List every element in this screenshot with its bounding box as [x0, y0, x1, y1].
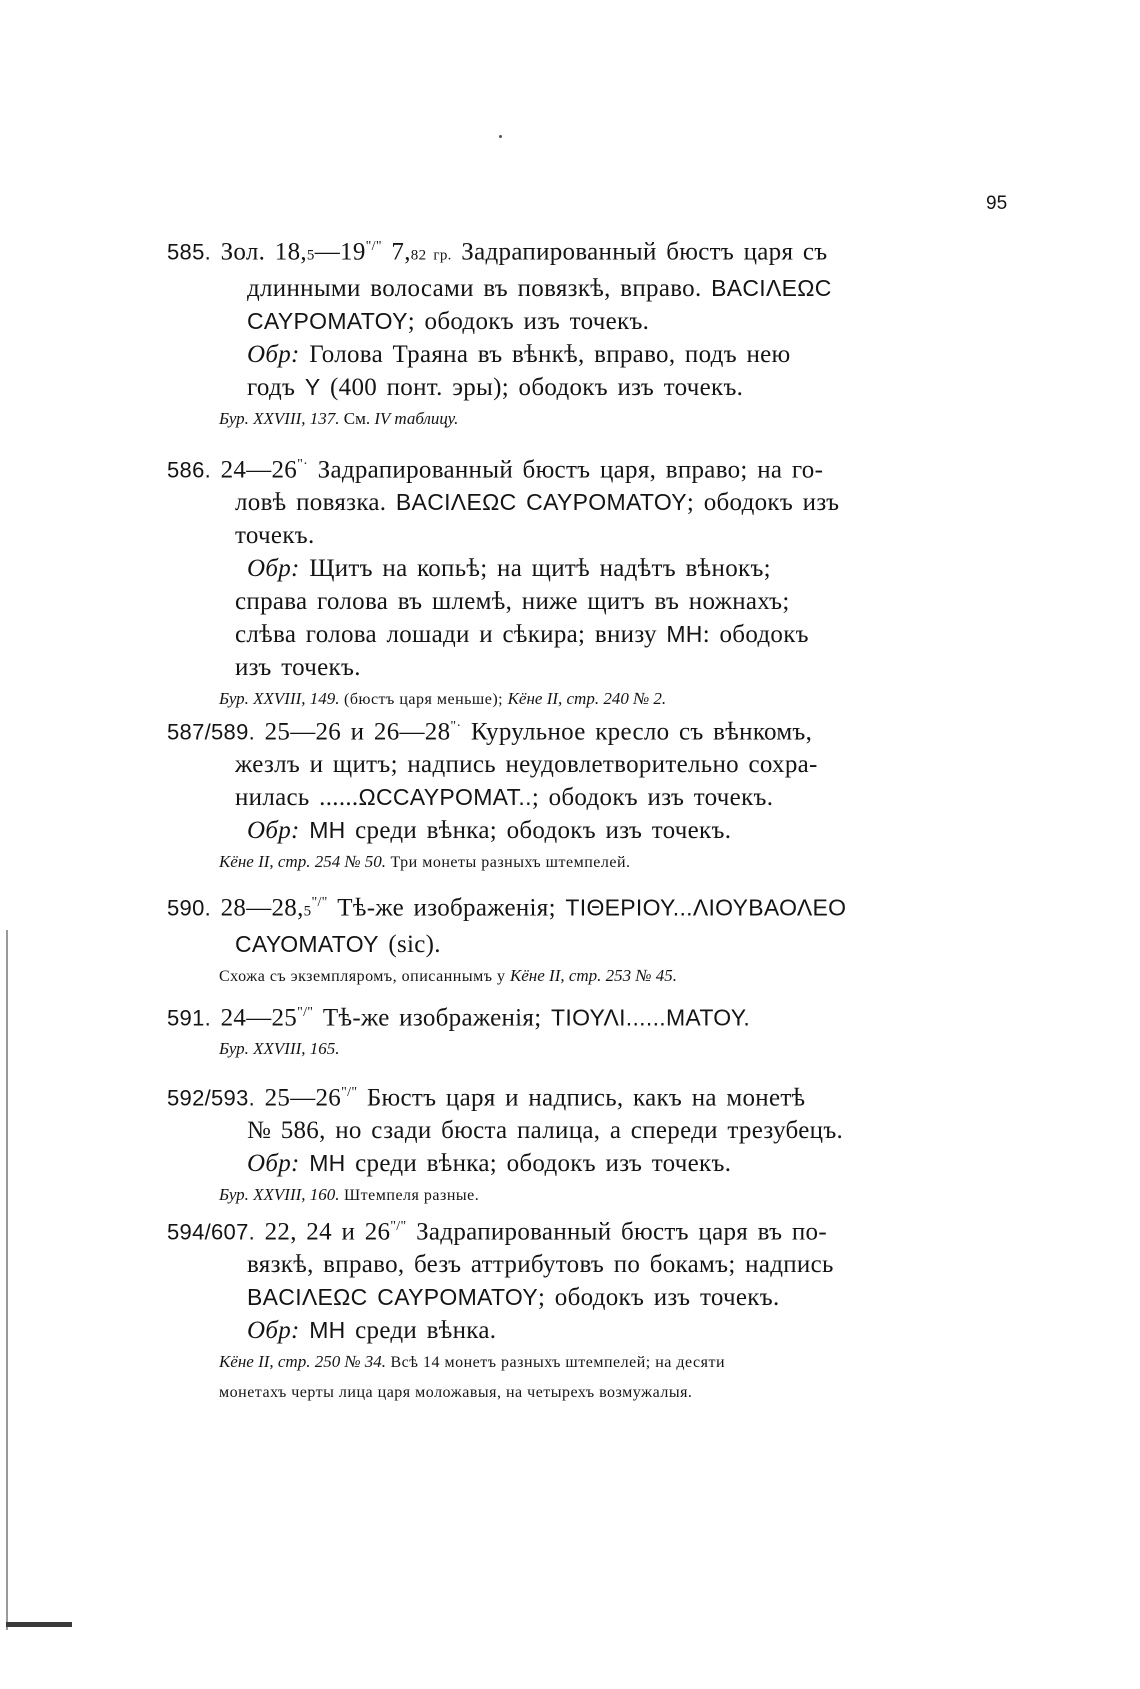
greek-legend: ΒΑCΙΛΕΩC	[711, 275, 832, 302]
entry-590: 590. 28—28,5"/" Тѣ-же изображенія; ΤΙΘΕΡΙΟΥ...ΛΙΟΥΒΑΟΛΕΟ CΑΥΟΜΑΤΟΥ (sic). Схожа съ экземпляромъ, описаннымъ у Кёне II, стр. 253 № 45.	[167, 886, 907, 992]
reference: Схожа съ экземпляромъ, описаннымъ у Кёне II, стр. 253 № 45.	[219, 966, 677, 986]
reverse-label: Обр:	[247, 1317, 300, 1345]
entry-594-607: 594/607. 22, 24 и 26"/" Задрапированный бюстъ царя въ по- вязкѣ, вправо, безъ аттрибутовъ по бокамъ; надпись ΒΑCΙΛΕΩC CΑΥΡΟΜΑΤΟΥ; ободокъ изъ точекъ. Обр: ΜΗ среди вѣнка. Кёне II, стр. 250 № 34. Всѣ 14 монетъ разныхъ штемпелей; на десяти монетахъ черты лица царя моложавыя, на четырехъ возмужалыя.	[167, 1210, 907, 1408]
reverse-label: Обр:	[247, 555, 300, 583]
greek-legend: ΤΙΟΥΛΙ......ΜΑΤΟΥ.	[551, 1004, 751, 1031]
entry-number: 591.	[167, 1005, 212, 1031]
scan-edge-left	[6, 930, 8, 1630]
scan-dot	[499, 135, 502, 138]
reference: Кёне II, стр. 250 № 34. Всѣ 14 монетъ разныхъ штемпелей; на десяти	[219, 1352, 726, 1372]
scan-edge-bottom	[6, 1622, 72, 1627]
reverse-label: Обр:	[247, 817, 300, 845]
greek-legend: ΒΑCΙΛΕΩC CΑΥΡΟΜΑΤΟΥ	[395, 489, 687, 516]
entry-591: 591. 24—25"/" Тѣ-же изображенія; ΤΙΟΥΛΙ......ΜΑΤΟΥ. Бур. XXVIII, 165.	[167, 996, 907, 1064]
greek-legend: ΩCCΑΥΡΟΜΑΤ..	[358, 784, 532, 811]
reference: Кёне II, стр. 254 № 50. Три монеты разныхъ штемпелей.	[219, 852, 631, 872]
reference: Бур. XXVIII, 160. Штемпеля разные.	[219, 1185, 480, 1205]
entry-number: 585.	[167, 239, 212, 265]
entry-586: 586. 24—26"· Задрапированный бюстъ царя, вправо; на го- ловѣ повязка. ΒΑCΙΛΕΩC CΑΥΡΟΜΑΤΟΥ; ободокъ изъ точекъ. Обр: Щитъ на копьѣ; на щитѣ надѣтъ вѣнокъ; справа голова въ шлемѣ, ниже щитъ въ ножнахъ; слѣва голова лошади и сѣкира; внизу ΜΗ: ободокъ изъ точекъ. Бур. XXVIII, 149. (бюстъ царя меньше); Кёне II, стр. 240 № 2.	[167, 448, 907, 715]
entry-number: 590.	[167, 895, 212, 921]
greek-legend: ΒΑCΙΛΕΩC CΑΥΡΟΜΑΤΟΥ	[247, 1284, 539, 1311]
greek-legend: CΑΥΡΟΜΑΤΟΥ	[247, 308, 408, 335]
reference: Бур. XXVIII, 165.	[219, 1039, 340, 1059]
reference: Бур. XXVIII, 137. См. IV таблицу.	[219, 409, 459, 429]
entry-number: 587/589.	[167, 719, 256, 745]
page-number: 95	[986, 193, 1008, 214]
entry-number: 592/593.	[167, 1085, 256, 1111]
reference: Бур. XXVIII, 149. (бюстъ царя меньше); Кёне II, стр. 240 № 2.	[219, 689, 667, 709]
entry-587-589: 587/589. 25—26 и 26—28"· Курульное кресло съ вѣнкомъ, жезлъ и щитъ; надпись неудовлетворительно сохра- нилась ......ΩCCΑΥΡΟΜΑΤ..; ободокъ изъ точекъ. Обр: ΜΗ среди вѣнка; ободокъ изъ точекъ. Кёне II, стр. 254 № 50. Три монеты разныхъ штемпелей.	[167, 710, 907, 878]
entry-number: 594/607.	[167, 1219, 256, 1245]
greek-legend: ΤΙΘΕΡΙΟΥ...ΛΙΟΥΒΑΟΛΕΟ	[565, 894, 847, 921]
entry-585: 585. Зол. 18,5—19"/" 7,82 гр. Задрапированный бюстъ царя съ длинными волосами въ повязкѣ, вправо. ΒΑCΙΛΕΩC CΑΥΡΟΜΑΤΟΥ; ободокъ изъ точекъ. Обр: Голова Траяна въ вѣнкѣ, вправо, подъ нею годъ Υ (400 понт. эры); ободокъ изъ точекъ. Бур. XXVIII, 137. См. IV таблицу.	[167, 230, 907, 434]
reverse-label: Обр:	[247, 341, 300, 369]
greek-legend: CΑΥΟΜΑΤΟΥ	[235, 931, 379, 958]
entry-592-593: 592/593. 25—26"/" Бюстъ царя и надпись, какъ на монетѣ № 586, но сзади бюста палица, а спереди трезубецъ. Обр: ΜΗ среди вѣнка; ободокъ изъ точекъ. Бур. XXVIII, 160. Штемпеля разные.	[167, 1076, 907, 1211]
reference-continued: монетахъ черты лица царя моложавыя, на четырехъ возмужалыя.	[219, 1384, 693, 1402]
reverse-label: Обр:	[247, 1150, 300, 1178]
entry-number: 586.	[167, 457, 212, 483]
